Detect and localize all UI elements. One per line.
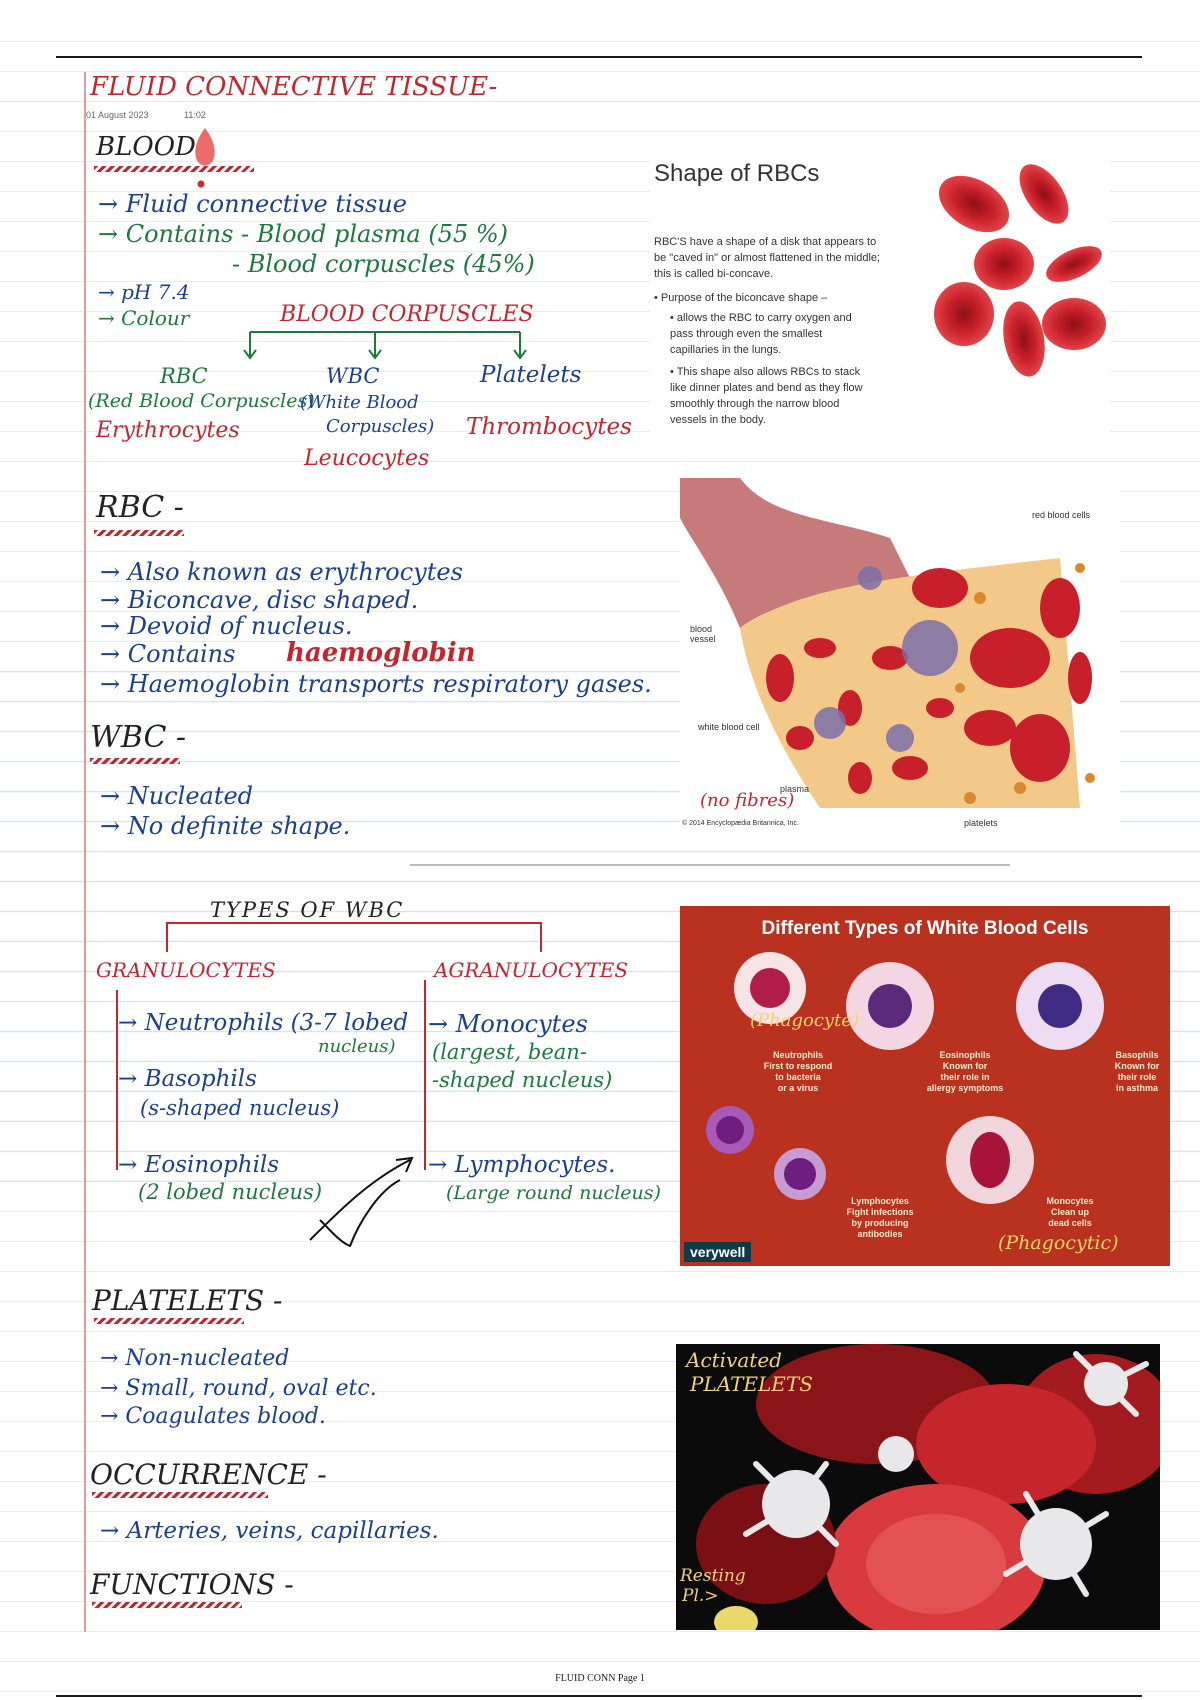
lymphocytes-note: (Large round nucleus) [446, 1182, 661, 1204]
occurrence-heading: OCCURRENCE - [90, 1458, 327, 1491]
heading-underline [94, 1318, 244, 1324]
platelets-heading: PLATELETS - [92, 1284, 283, 1317]
basophils-note: (s-shaped nucleus) [140, 1096, 340, 1120]
rbc-panel-sub-2: • This shape also allows RBCs to stack like dinner plates and bend as they flow smoothly through the narrow blood vessels in the body. [670, 366, 863, 426]
lymphocytes-item: → Lymphocytes. [428, 1152, 616, 1178]
blood-point-1: → Fluid connective tissue [98, 190, 407, 218]
eosinophils-label: Eosinophils Known for their role in allergy symptoms [926, 1050, 1004, 1093]
blood-point-5: → Colour [98, 306, 190, 330]
wbc-alt: Leucocytes [304, 446, 430, 471]
types-wbc-heading: TYPES OF WBC [210, 898, 405, 922]
rbc-point-2: → Biconcave, disc shaped. [100, 586, 419, 614]
occurrence-point-1: → Arteries, veins, capillaries. [100, 1518, 439, 1544]
heading-underline [94, 166, 254, 172]
rbc-point-5: → Haemoglobin transports respiratory gases. [100, 670, 652, 698]
blood-point-3: - Blood corpuscles (45%) [232, 250, 535, 278]
red-blood-cells-illustration [934, 164, 1110, 384]
time-stamp: 11:02 [184, 110, 206, 120]
platelets-point-3: → Coagulates blood. [100, 1404, 326, 1429]
activated-label: Activated [686, 1348, 782, 1372]
blood-vessel-illustration [680, 478, 1120, 833]
heading-underline [94, 530, 184, 536]
label-platelets: platelets [964, 818, 998, 828]
platelets-label: PLATELETS [690, 1372, 813, 1396]
bottom-rule [56, 1695, 1142, 1697]
neutrophils-note: nucleus) [318, 1036, 396, 1057]
phagocyte-note-1: (Phagocyte) [750, 1010, 859, 1031]
corpuscles-tree-lines [230, 326, 550, 366]
label-blood-vessel: blood vessel [690, 624, 716, 644]
wbc-panel-title: Different Types of White Blood Cells [761, 918, 1089, 939]
wbc-heading: WBC - [90, 720, 187, 755]
rbc-panel-bullet: • Purpose of the biconcave shape – [654, 292, 828, 304]
platelets-point-2: → Small, round, oval etc. [100, 1376, 377, 1401]
types-tree-top [166, 922, 540, 924]
basophils-item: → Basophils [118, 1066, 257, 1092]
platelets-name: Platelets [480, 362, 582, 388]
phagocytic-note-2: (Phagocytic) [998, 1232, 1119, 1254]
basophils-label: Basophils Known for their role in asthma [1114, 1050, 1160, 1093]
blood-drop-icon [190, 124, 220, 190]
platelets-point-1: → Non-nucleated [100, 1346, 290, 1371]
agranulocytes-heading: AGRANULOCYTES [434, 958, 629, 982]
rbc-name: RBC [160, 364, 208, 388]
top-rule [56, 56, 1142, 58]
label-red-blood-cells: red blood cells [1032, 510, 1091, 520]
monocytes-note-1: (largest, bean- [432, 1040, 587, 1064]
platelets-alt: Thrombocytes [466, 414, 632, 440]
wbc-full-1: (White Blood [300, 392, 419, 413]
rbc-point-4: → Contains [100, 640, 236, 668]
page-title: FLUID CONNECTIVE TISSUE- [90, 72, 498, 102]
corpuscles-heading: BLOOD CORPUSCLES [280, 302, 534, 327]
resting-pl-label: Pl.> [682, 1586, 719, 1606]
page-footer: FLUID CONN Page 1 [555, 1673, 645, 1684]
rbc-point-3: → Devoid of nucleus. [100, 612, 353, 640]
resting-label: Resting [680, 1566, 746, 1586]
monocytes-item: → Monocytes [428, 1010, 588, 1038]
verywell-logo: verywell [684, 1242, 751, 1262]
label-plasma: plasma [780, 784, 810, 794]
neutrophils-item: → Neutrophils (3-7 lobed [118, 1010, 409, 1036]
monocytes-note-2: -shaped nucleus) [432, 1068, 613, 1092]
rbc-shape-panel [650, 150, 1110, 460]
eosinophils-item: → Eosinophils [118, 1152, 280, 1178]
wbc-point-1: → Nucleated [100, 782, 254, 810]
swap-arrow-icon [300, 1150, 430, 1250]
rbc-panel-sub-1: • allows the RBC to carry oxygen and pass through even the smallest capillaries in the lungs. [670, 312, 852, 356]
blood-vessel-cutaway [680, 478, 1120, 833]
rbc-alt: Erythrocytes [96, 418, 240, 443]
rbc-heading: RBC - [96, 490, 184, 525]
blood-heading: BLOOD [96, 132, 196, 162]
wbc-name: WBC [326, 364, 380, 388]
margin-line [84, 72, 86, 1632]
types-tree-left [166, 922, 168, 952]
neutrophils-label: Neutrophils First to respond to bacteria or a virus [763, 1050, 833, 1093]
britannica-credit: © 2014 Encyclopædia Britannica, Inc. [682, 820, 799, 827]
types-tree-right [540, 922, 542, 952]
no-fibres-note: (no fibres) [700, 790, 795, 811]
rbc-point-1: → Also known as erythrocytes [100, 558, 463, 586]
label-white-blood-cell: white blood cell [698, 722, 760, 732]
rbc-panel-title: Shape of RBCs [654, 160, 820, 187]
agranulocytes-bracket [424, 980, 426, 1170]
blood-point-4: → pH 7.4 [98, 280, 190, 304]
wbc-types-panel [680, 906, 1170, 1266]
date-stamp: 01 August 2023 [86, 110, 149, 120]
wbc-point-2: → No definite shape. [100, 812, 351, 840]
heading-underline [92, 1492, 268, 1498]
heading-underline [90, 758, 180, 764]
heading-underline [92, 1602, 242, 1608]
granulocytes-heading: GRANULOCYTES [96, 958, 276, 982]
eosinophils-note: (2 lobed nucleus) [138, 1180, 323, 1204]
activated-platelets-image [676, 1344, 1160, 1630]
rbc-panel-text: RBC'S have a shape of a disk that appears to be "caved in" or almost flattened in the middle; this is called bi-concave. [654, 236, 881, 280]
functions-heading: FUNCTIONS - [90, 1568, 294, 1601]
rbc-full: (Red Blood Corpuscles) [88, 390, 315, 412]
haemoglobin-highlight: haemoglobin [286, 638, 476, 668]
blood-point-2: → Contains - Blood plasma (55 %) [98, 220, 509, 248]
section-divider [410, 864, 1010, 866]
monocytes-label: Monocytes Clean up dead cells [1046, 1196, 1094, 1228]
wbc-full-2: Corpuscles) [326, 416, 435, 437]
lymphocytes-label: Lymphocytes Fight infections by producing antibodies [846, 1196, 914, 1239]
